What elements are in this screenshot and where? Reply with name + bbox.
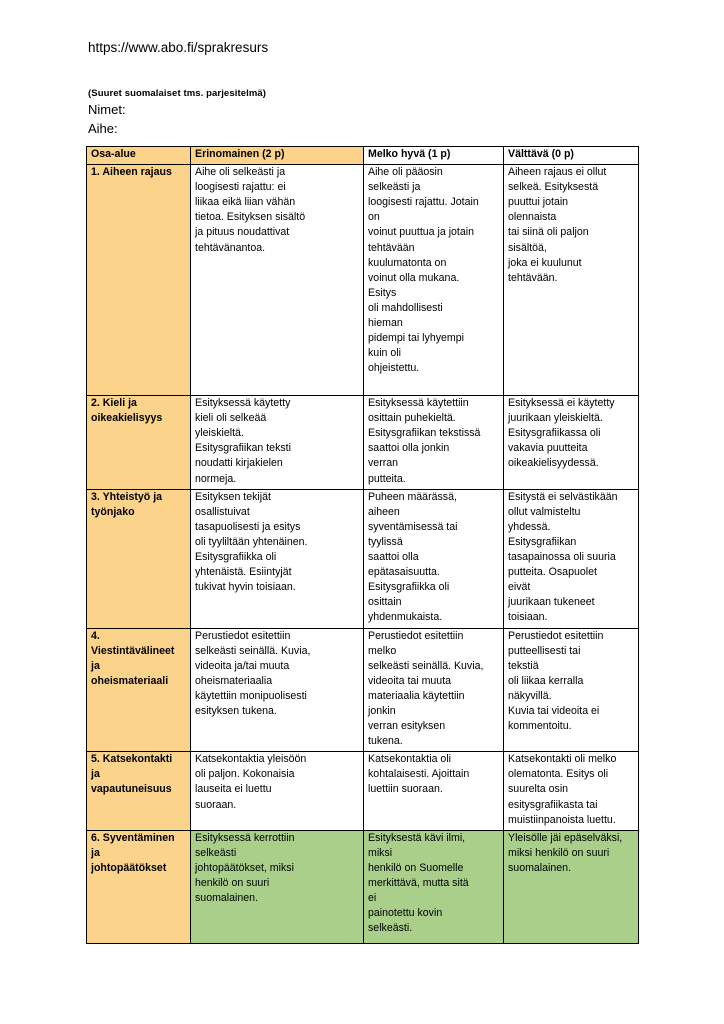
header-area: Osa-alue: [87, 147, 191, 165]
cell-good: Puheen määrässä, aiheen syventämisessä tai tyylissä saattoi olla epätasaisuutta. Esitysgrafiikka oli osittain yhdenmukaista.: [364, 489, 504, 628]
table-header-row: [87, 147, 639, 165]
cell-poor: Yleisölle jäi epäselväksi, miksi henkilö on suuri suomalainen.: [504, 830, 639, 943]
cell-good: Aihe oli pääosin selkeästi ja loogisesti rajattu. Jotain on voinut puuttua ja jotain tehtävään kuulumatonta on voinut olla mukana. Esitys oli mahdollisesti hieman pidempi tai lyhyempi kuin oli ohjeistettu.: [364, 165, 504, 396]
assessment-rubric-table: [86, 146, 639, 944]
source-url: https://www.abo.fi/sprakresurs: [88, 40, 269, 55]
cell-good: Katsekontaktia oli kohtalaisesti. Ajoittain luettiin suoraan.: [364, 752, 504, 830]
cell-good: Esityksessä käytettiin osittain puhekieltä. Esitysgrafiikan tekstissä saattoi olla jonkin verran putteita.: [364, 396, 504, 490]
row-area-label: 3. Yhteistyö ja työnjako: [87, 489, 191, 628]
row-area-label: 5. Katsekontakti ja vapautuneisuus: [87, 752, 191, 830]
row-area-label: 2. Kieli ja oikeakielisyys: [87, 396, 191, 490]
document-subtitle: (Suuret suomalaiset tms. parjesitelmä): [88, 88, 267, 99]
row-area-label: 4. Viestintävälineet ja oheismateriaali: [87, 628, 191, 752]
topic-field-label: Aihe:: [88, 121, 118, 136]
cell-poor: Esitystä ei selvästikään ollut valmisteltu yhdessä. Esitysgrafiikan tasapainossa oli suuria putteita. Osapuolet eivät juurikaan tukeneet toisiaan.: [504, 489, 639, 628]
cell-good: Perustiedot esitettiin melko selkeästi seinällä. Kuvia, videoita tai muuta materiaalia käytettiin jonkin verran esityksen tukena.: [364, 628, 504, 752]
cell-excellent: Aihe oli selkeästi ja loogisesti rajattu: ei liikaa eikä liian vähän tietoa. Esityksen sisältö ja pituus noudattivat tehtävänantoa.: [191, 165, 364, 396]
cell-excellent: Esityksessä käytetty kieli oli selkeää yleiskieltä. Esitysgrafiikan teksti noudatti kirjakielen normeja.: [191, 396, 364, 490]
table-row-highlighted: [87, 830, 639, 943]
header-good: Melko hyvä (1 p): [364, 147, 504, 165]
cell-poor: Esityksessä ei käytetty juurikaan yleiskieltä. Esitysgrafiikassa oli vakavia puutteita oikeakielisyydessä.: [504, 396, 639, 490]
names-field-label: Nimet:: [88, 102, 126, 117]
cell-excellent: Perustiedot esitettiin selkeästi seinällä. Kuvia, videoita ja/tai muuta oheismateriaalia käytettiin monipuolisesti esityksen tukena.: [191, 628, 364, 752]
table-row: [87, 628, 639, 752]
cell-good: Esityksestä kävi ilmi, miksi henkilö on Suomelle merkittävä, mutta sitä ei painotettu kovin selkeästi.: [364, 830, 504, 943]
cell-excellent: Esityksessä kerrottiin selkeästi johtopäätökset, miksi henkilö on suuri suomalainen.: [191, 830, 364, 943]
table-row: [87, 396, 639, 490]
row-area-label: 6. Syventäminen ja johtopäätökset: [87, 830, 191, 943]
table-row: [87, 165, 639, 396]
table-row: [87, 752, 639, 830]
cell-poor: Perustiedot esitettiin putteellisesti tai tekstiä oli liikaa kerralla näkyvillä. Kuvia tai videoita ei kommentoitu.: [504, 628, 639, 752]
header-excellent: Erinomainen (2 p): [191, 147, 364, 165]
cell-poor: Aiheen rajaus ei ollut selkeä. Esityksestä puuttui jotain olennaista tai siinä oli paljon sisältöä, joka ei kuulunut tehtävään.: [504, 165, 639, 396]
header-poor: Välttävä (0 p): [504, 147, 639, 165]
row-area-label: 1. Aiheen rajaus: [87, 165, 191, 396]
cell-excellent: Katsekontaktia yleisöön oli paljon. Kokonaisia lauseita ei luettu suoraan.: [191, 752, 364, 830]
cell-poor: Katsekontakti oli melko olematonta. Esitys oli suurelta osin esitysgrafiikasta tai muistiinpanoista luettu.: [504, 752, 639, 830]
table-row: [87, 489, 639, 628]
cell-excellent: Esityksen tekijät osallistuivat tasapuolisesti ja esitys oli tyyliltään yhtenäinen. Esitysgrafiikka oli yhtenäistä. Esiintyjät tukivat hyvin toisiaan.: [191, 489, 364, 628]
